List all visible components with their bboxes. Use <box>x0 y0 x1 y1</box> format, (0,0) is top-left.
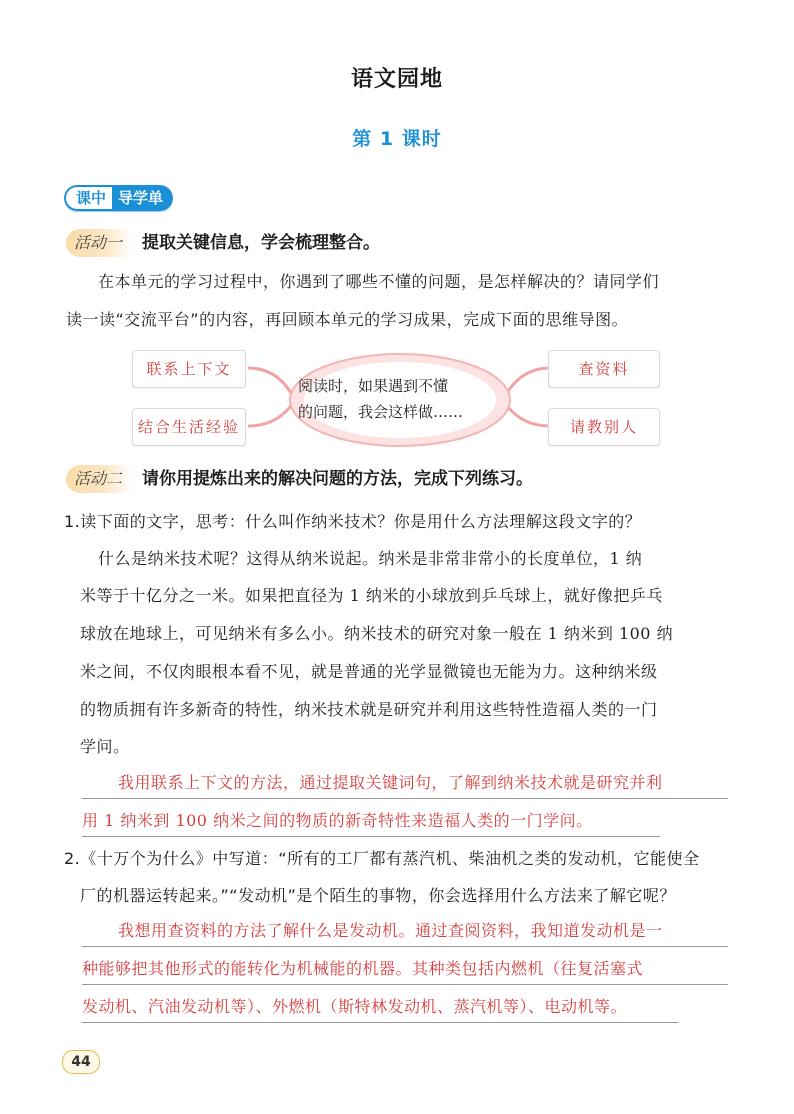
q2-answer-line3: 发动机、汽油发动机等）、外燃机（斯特林发动机、蒸汽机等）、电动机等。 <box>82 997 628 1016</box>
q1-answer-underline1 <box>82 798 728 799</box>
q1-passage-line2: 米等于十亿分之一米。如果把直径为 1 纳米的小球放到乒乓球上，就好像把乒乓 <box>80 586 663 605</box>
q1-answer-line1: 我用联系上下文的方法，通过提取关键词句，了解到纳米技术就是研究并利 <box>118 773 663 792</box>
q2-answer-underline3 <box>82 1022 678 1023</box>
mindmap-node-left-top: 联系上下文 <box>132 350 246 388</box>
activity1-paragraph-line2: 读一读“交流平台”的内容，再回顾本单元的学习成果，完成下面的思维导图。 <box>66 310 629 329</box>
lesson-subtitle: 第 1 课时 <box>352 128 442 150</box>
activity1-paragraph-line1: 在本单元的学习过程中，你遇到了哪些不懂的问题，是怎样解决的？请同学们 <box>98 272 660 291</box>
q2-question-line2: 厂的机器运转起来。”“发动机”是个陌生的事物，你会选择用什么方法来了解它呢？ <box>80 886 676 905</box>
q1-passage-line5: 的物质拥有许多新奇的特性，纳米技术就是研究并利用这些特性造福人类的一门 <box>80 700 658 719</box>
activity2-tag: 活动二 <box>66 465 132 493</box>
activity1-instruction: 提取关键信息，学会梳理整合。 <box>142 233 381 253</box>
mindmap-center-line2: 的问题，我会这样做…… <box>298 403 464 421</box>
mindmap-node-right-top: 查资料 <box>548 350 660 388</box>
mindmap-node-left-bottom: 结合生活经验 <box>132 408 246 446</box>
activity2-instruction: 请你用提炼出来的解决问题的方法，完成下列练习。 <box>142 469 534 489</box>
q1-question: 1.读下面的文字，思考：什么叫作纳米技术？你是用什么方法理解这段文字的？ <box>64 512 642 531</box>
q2-answer-line1: 我想用查资料的方法了解什么是发动机。通过查阅资料，我知道发动机是一 <box>118 921 663 940</box>
q1-answer-line2: 用 1 纳米到 100 纳米之间的物质的新奇特性来造福人类的一门学问。 <box>82 811 593 830</box>
activity2-header <box>66 465 533 493</box>
mindmap-center-text <box>298 373 498 425</box>
page-number: 44 <box>62 1050 100 1074</box>
q1-passage-line1: 什么是纳米技术呢？这得从纳米说起。纳米是非常非常小的长度单位，1 纳 <box>98 549 643 568</box>
q2-answer-underline2 <box>82 984 728 985</box>
q2-answer-underline1 <box>82 946 728 947</box>
q1-answer-underline2 <box>82 836 660 837</box>
page-title: 语文园地 <box>350 67 443 92</box>
q1-passage-line3: 球放在地球上，可见纳米有多么小。纳米技术的研究对象一般在 1 纳米到 100 纳 <box>80 624 674 643</box>
activity1-header <box>66 229 380 257</box>
q2-question-line1: 2.《十万个为什么》中写道：“所有的工厂都有蒸汽机、柴油机之类的发动机，它能使全 <box>64 849 700 868</box>
badge-part2: 导学单 <box>112 185 173 211</box>
mindmap-center-line1: 阅读时，如果遇到不懂 <box>298 377 449 395</box>
activity1-tag: 活动一 <box>66 229 132 257</box>
mindmap-node-right-bottom: 请教别人 <box>548 408 660 446</box>
badge-part1: 课中 <box>64 185 112 211</box>
section-badge <box>64 185 173 211</box>
connector-left-bottom <box>248 400 295 426</box>
q1-passage-line6: 学问。 <box>80 737 130 756</box>
connector-left-top <box>248 368 295 400</box>
q2-answer-line2: 种能够把其他形式的能转化为机械能的机器。其种类包括内燃机（往复活塞式 <box>82 959 644 978</box>
q1-passage-line4: 米之间，不仅肉眼根本看不见，就是普通的光学显微镜也无能为力。这种纳米级 <box>80 662 658 681</box>
